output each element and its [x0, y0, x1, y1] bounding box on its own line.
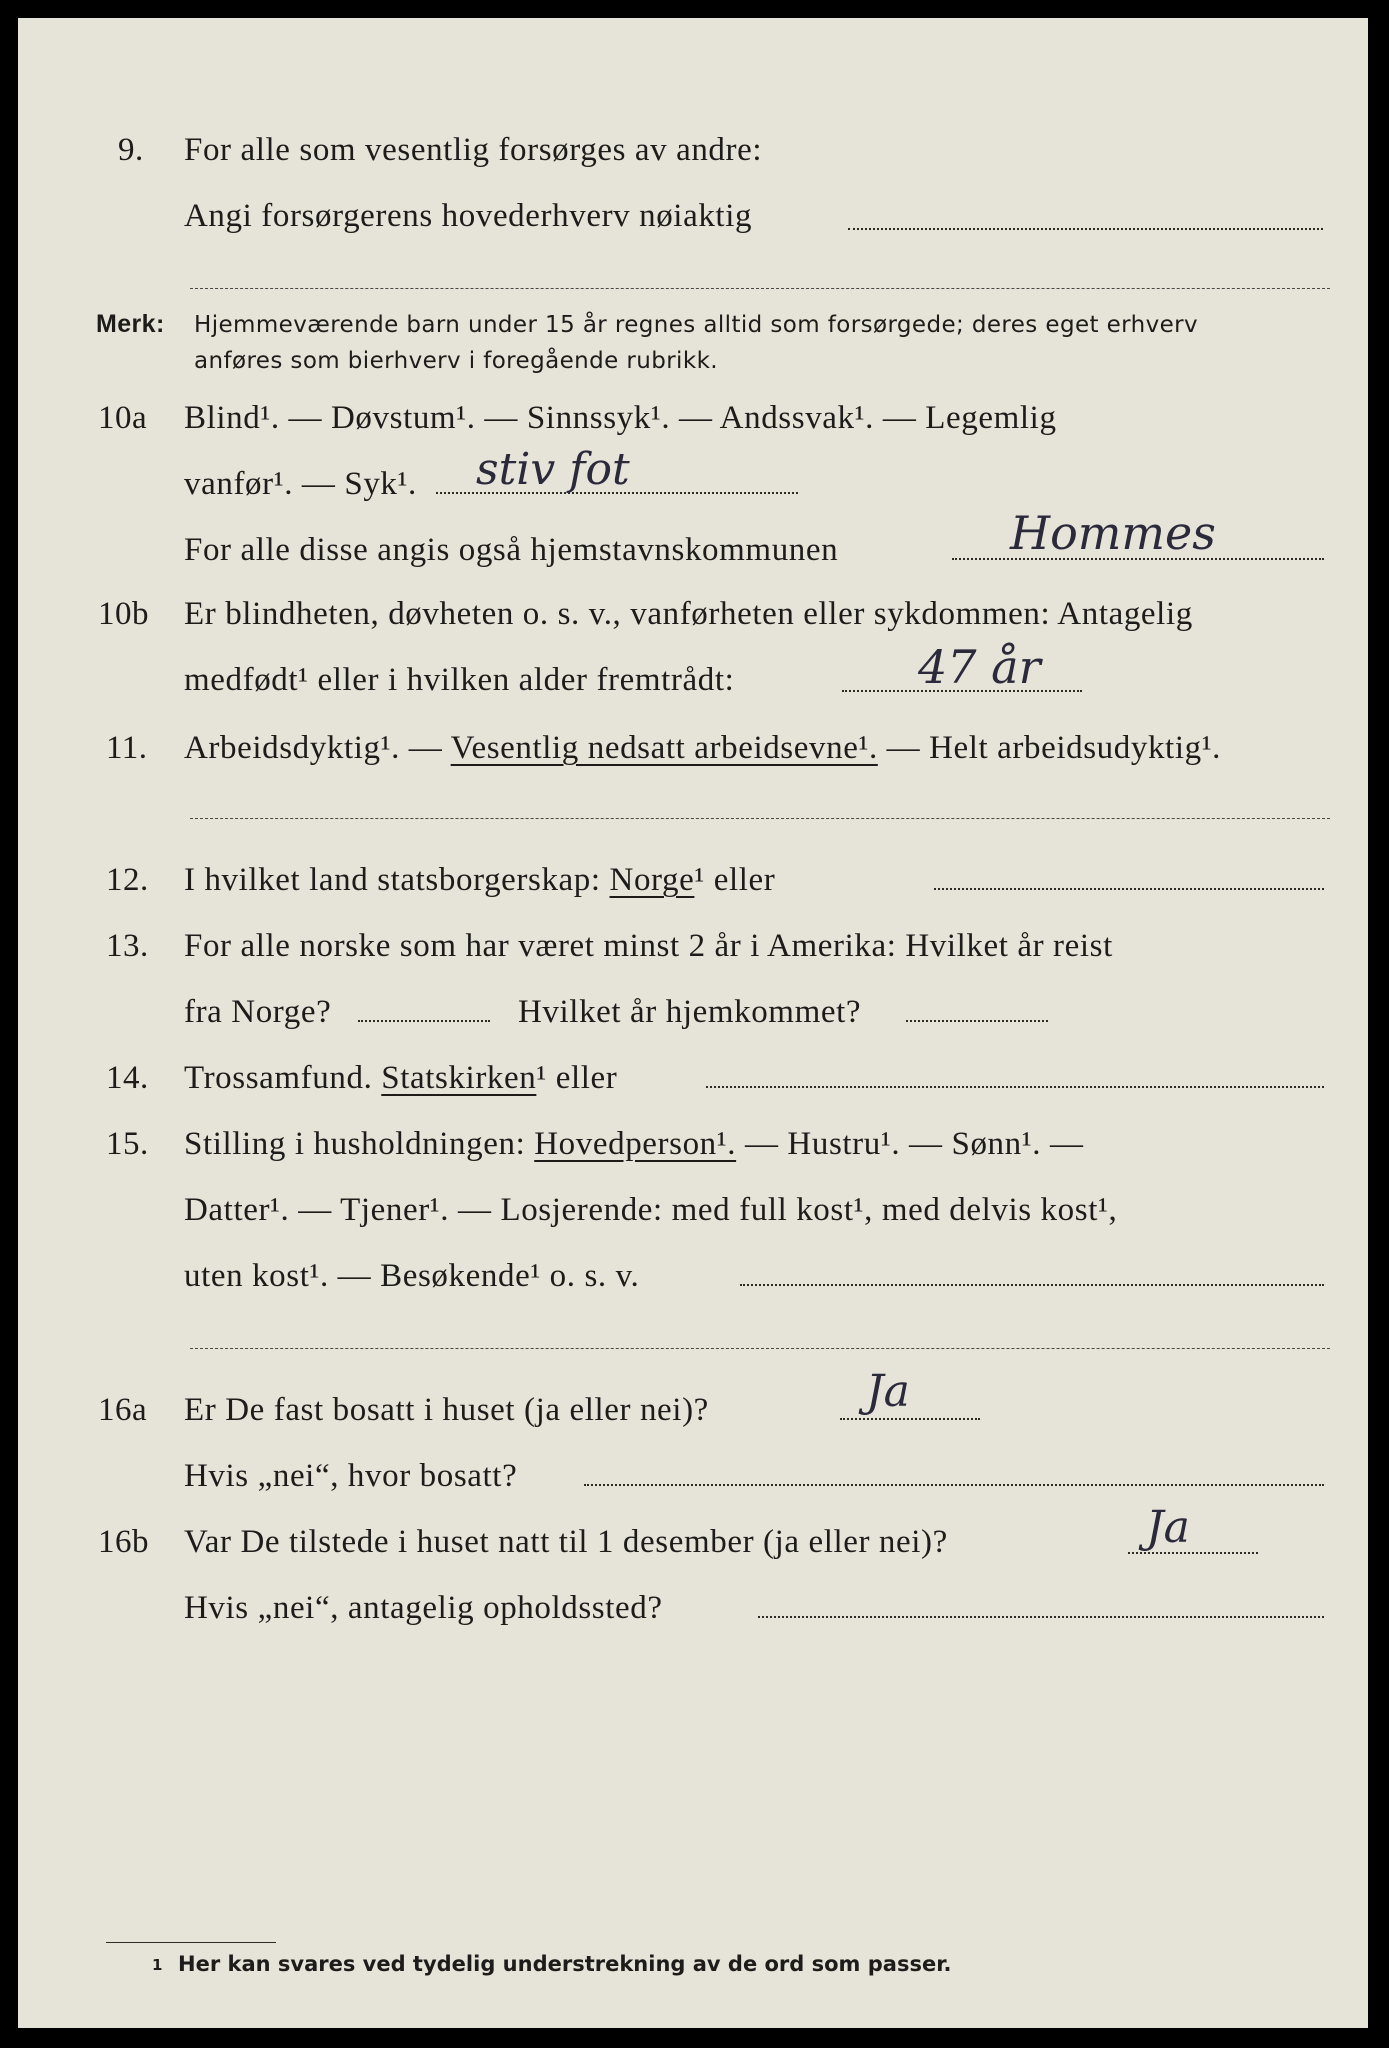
- q10a-syk-answer: stiv fot: [476, 444, 630, 495]
- q16a-line2: Hvis „nei“, hvor bosatt?: [184, 1458, 518, 1494]
- q10a-hjemstavn-answer: Hommes: [1010, 506, 1216, 560]
- q9-line1: For alle som vesentlig forsørges av andre:: [184, 132, 763, 168]
- q10b-line1: Er blindheten, døvheten o. s. v., vanførheten eller sykdommen: Antagelig: [184, 596, 1193, 632]
- q10a-line2: vanfør¹. — Syk¹.: [184, 466, 417, 502]
- q15-answer-line: [740, 1284, 1324, 1286]
- q13-part-b: Hvilket år hjemkommet?: [518, 994, 862, 1030]
- q16b-answer: Ja: [1146, 1502, 1190, 1553]
- q10b-line2: medfødt¹ eller i hvilken alder fremtrådt:: [184, 662, 735, 698]
- q9-line2: Angi forsørgerens hovederhverv nøiaktig: [184, 198, 753, 234]
- q12-underlined-answer: Norge: [609, 862, 695, 898]
- q15-line1: Stilling i husholdningen: Hovedperson¹. — Hustru¹. — Sønn¹. —: [184, 1126, 1084, 1162]
- q10a-line3: For alle disse angis også hjemstavnskommunen: [184, 532, 839, 568]
- q15-line2: Datter¹. — Tjener¹. — Losjerende: med full kost¹, med delvis kost¹,: [184, 1192, 1118, 1228]
- q14-number: 14.: [106, 1060, 149, 1096]
- q9-number: 9.: [118, 132, 144, 168]
- q12-answer-line: [934, 888, 1324, 890]
- merk-label: Merk:: [96, 310, 165, 338]
- q13-part-a: fra Norge?: [184, 994, 332, 1030]
- q9-extra-line: [190, 288, 1330, 289]
- q16b-number: 16b: [98, 1524, 149, 1560]
- q16a-number: 16a: [98, 1392, 148, 1428]
- q16b-line1: Var De tilstede i huset natt til 1 desember (ja eller nei)?: [184, 1524, 948, 1560]
- q10a-number: 10a: [98, 400, 148, 436]
- q10b-answer: 47 år: [918, 640, 1041, 694]
- q13-hjemkommet-line: [906, 1020, 1048, 1022]
- q16b-line2: Hvis „nei“, antagelig opholdssted?: [184, 1590, 663, 1626]
- q16a-line1: Er De fast bosatt i huset (ja eller nei)?: [184, 1392, 709, 1428]
- merk-line2: anføres som bierhverv i foregående rubrikk.: [194, 348, 718, 374]
- footnote-mark: 1: [152, 1956, 163, 1974]
- q16a-answer-line: [840, 1418, 980, 1420]
- q12-text: I hvilket land statsborgerskap: Norge¹ eller: [184, 862, 776, 898]
- q9-answer-line: [848, 228, 1323, 230]
- census-form-page: [18, 18, 1368, 2028]
- q16b-opholdssted-line: [758, 1616, 1324, 1618]
- q16a-bosatt-line: [584, 1484, 1324, 1486]
- q10a-line1: Blind¹. — Døvstum¹. — Sinnssyk¹. — Andssvak¹. — Legemlig: [184, 400, 1057, 436]
- q11-extra-line: [190, 818, 1330, 819]
- q10b-number: 10b: [98, 596, 149, 632]
- q14-underlined-answer: Statskirken: [381, 1060, 537, 1096]
- q13-number: 13.: [106, 928, 149, 964]
- merk-line1: Hjemmeværende barn under 15 år regnes alltid som forsørgede; deres eget erhverv: [194, 312, 1199, 338]
- q15-number: 15.: [106, 1126, 149, 1162]
- footnote-text: Her kan svares ved tydelig understrekning av de ord som passer.: [178, 1952, 952, 1976]
- q15-extra-line: [190, 1348, 1330, 1349]
- footnote-separator: [106, 1942, 276, 1943]
- q15-underlined-answer: Hovedperson¹.: [534, 1126, 737, 1162]
- q13-line1: For alle norske som har været minst 2 år i Amerika: Hvilket år reist: [184, 928, 1113, 964]
- q11-underlined-answer: Vesentlig nedsatt arbeidsevne¹.: [450, 730, 878, 766]
- q15-line3: uten kost¹. — Besøkende¹ o. s. v.: [184, 1258, 640, 1294]
- q12-number: 12.: [106, 862, 149, 898]
- q14-text: Trossamfund. Statskirken¹ eller: [184, 1060, 618, 1096]
- q11-text: Arbeidsdyktig¹. — Vesentlig nedsatt arbeidsevne¹. — Helt arbeidsudyktig¹.: [184, 730, 1222, 766]
- q16a-answer: Ja: [866, 1366, 910, 1417]
- q11-number: 11.: [106, 730, 148, 766]
- q14-answer-line: [706, 1086, 1324, 1088]
- q13-reist-line: [358, 1020, 490, 1022]
